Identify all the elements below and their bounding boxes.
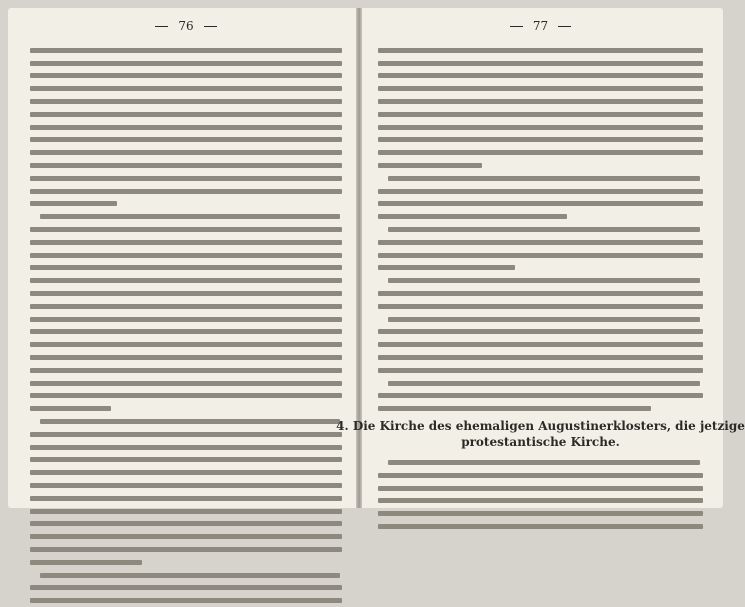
text-line: [30, 581, 342, 594]
section-heading: [336, 419, 745, 451]
text-line: [378, 198, 703, 211]
header-dash: [204, 26, 217, 27]
section-heading-line: protestantische Kirche.: [461, 435, 620, 450]
text-line: [30, 454, 342, 467]
header-dash: [155, 26, 168, 27]
text-line: [378, 146, 703, 159]
paragraph: [378, 456, 703, 533]
paragraph: [378, 172, 703, 223]
text-line: [30, 479, 342, 492]
text-line: [378, 134, 703, 147]
page-number: 77: [532, 19, 549, 33]
text-line: [30, 172, 342, 185]
text-line: [378, 495, 703, 508]
text-line: [30, 364, 342, 377]
paragraph: [378, 313, 703, 377]
text-line: [378, 482, 703, 495]
text-line: [378, 185, 703, 198]
text-line: [378, 520, 703, 533]
text-line: [30, 44, 342, 57]
text-line: [378, 300, 703, 313]
text-line: [378, 313, 703, 326]
paragraph: [378, 377, 703, 415]
paragraph: [30, 415, 342, 569]
text-line: [30, 121, 342, 134]
text-line: [30, 70, 342, 83]
text-line: [378, 210, 703, 223]
page-header: [378, 18, 703, 34]
text-line: [30, 594, 342, 607]
text-line: [30, 505, 342, 518]
text-line: [30, 377, 342, 390]
text-line: [378, 390, 703, 403]
text-line: [30, 556, 342, 569]
text-line: [30, 402, 342, 415]
paragraph: [378, 223, 703, 274]
text-line: [378, 236, 703, 249]
text-line: [378, 172, 703, 185]
text-line: [30, 159, 342, 172]
text-line: [30, 134, 342, 147]
text-line: [378, 377, 703, 390]
text-line: [378, 287, 703, 300]
paragraph: [30, 210, 342, 415]
paragraph: [30, 569, 342, 607]
text-line: [378, 159, 703, 172]
header-dash: [558, 26, 571, 27]
text-line: [378, 249, 703, 262]
text-line: [30, 198, 342, 211]
text-line: [378, 223, 703, 236]
text-line: [378, 507, 703, 520]
text-line: [378, 351, 703, 364]
text-line: [378, 70, 703, 83]
text-line: [30, 543, 342, 556]
text-line: [378, 108, 703, 121]
text-line: [30, 415, 342, 428]
left-page: [8, 8, 356, 508]
text-line: [30, 146, 342, 159]
text-line: [30, 492, 342, 505]
text-line: [378, 82, 703, 95]
text-line: [30, 441, 342, 454]
paragraph: [378, 44, 703, 172]
text-line: [30, 82, 342, 95]
text-line: [30, 517, 342, 530]
section-heading-line: 4. Die Kirche des ehemaligen Augustinerklosters, die jetzige: [336, 419, 745, 434]
text-line: [378, 95, 703, 108]
text-line: [30, 313, 342, 326]
text-line: [378, 274, 703, 287]
text-line: [30, 530, 342, 543]
paragraph: [30, 44, 342, 210]
text-line: [30, 326, 342, 339]
text-line: [378, 44, 703, 57]
text-line: [378, 57, 703, 70]
text-line: [30, 466, 342, 479]
text-line: [378, 402, 703, 415]
paragraph: [378, 274, 703, 312]
text-line: [30, 108, 342, 121]
text-line: [30, 249, 342, 262]
text-line: [30, 262, 342, 275]
text-line: [30, 57, 342, 70]
text-line: [30, 300, 342, 313]
text-line: [378, 456, 703, 469]
text-line: [30, 274, 342, 287]
text-line: [30, 338, 342, 351]
text-line: [30, 95, 342, 108]
text-line: [30, 390, 342, 403]
page-number: 76: [178, 19, 194, 33]
text-line: [378, 364, 703, 377]
text-line: [30, 185, 342, 198]
text-line: [30, 569, 342, 582]
text-line: [378, 121, 703, 134]
text-line: [30, 428, 342, 441]
page-header: [30, 18, 342, 34]
text-line: [30, 210, 342, 223]
text-line: [378, 262, 703, 275]
text-line: [30, 351, 342, 364]
text-line: [30, 236, 342, 249]
text-line: [378, 338, 703, 351]
header-dash: [510, 26, 523, 27]
text-line: [30, 223, 342, 236]
right-page: [336, 8, 745, 508]
text-line: [378, 326, 703, 339]
text-line: [30, 287, 342, 300]
text-line: [378, 469, 703, 482]
